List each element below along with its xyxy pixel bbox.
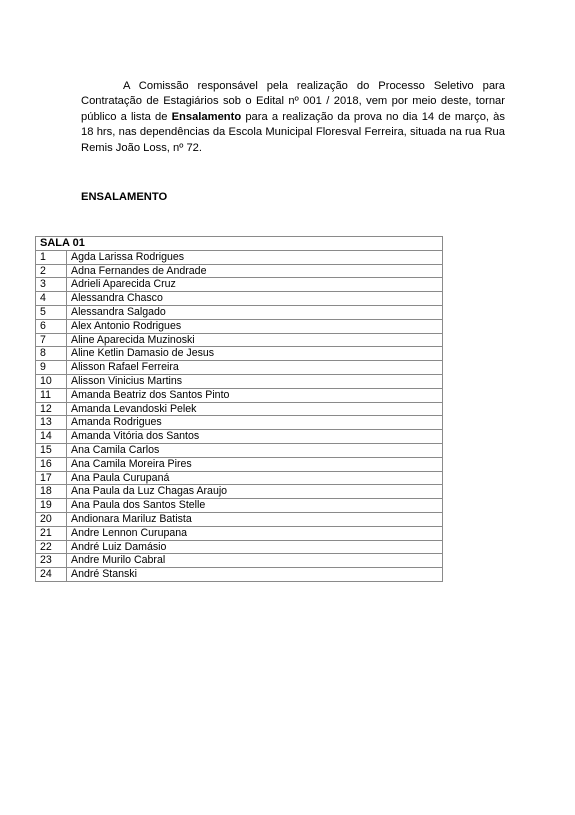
section-heading: ENSALAMENTO [81, 191, 168, 203]
row-number: 6 [36, 319, 67, 333]
candidate-name: Aline Ketlin Damasio de Jesus [67, 347, 443, 361]
candidate-name: Ana Camila Carlos [67, 443, 443, 457]
candidate-name: Amanda Beatriz dos Santos Pinto [67, 388, 443, 402]
table-row [36, 374, 443, 388]
row-number: 20 [36, 512, 67, 526]
row-number: 10 [36, 374, 67, 388]
table-row [36, 540, 443, 554]
candidate-name: Ana Paula Curupaná [67, 471, 443, 485]
candidate-name: Andionara Mariluz Batista [67, 512, 443, 526]
candidate-name: Adna Fernandes de Andrade [67, 264, 443, 278]
candidate-name: Andre Murilo Cabral [67, 554, 443, 568]
candidate-name: André Luiz Damásio [67, 540, 443, 554]
row-number: 16 [36, 457, 67, 471]
table-row [36, 319, 443, 333]
table-row [36, 278, 443, 292]
candidate-name: Amanda Levandoski Pelek [67, 402, 443, 416]
row-number: 4 [36, 292, 67, 306]
candidate-name: André Stanski [67, 568, 443, 582]
table-row [36, 361, 443, 375]
room-table [35, 236, 443, 582]
candidate-name: Agda Larissa Rodrigues [67, 250, 443, 264]
candidate-name: Amanda Rodrigues [67, 416, 443, 430]
table-row [36, 250, 443, 264]
table-row [36, 292, 443, 306]
intro-paragraph [81, 79, 505, 156]
candidate-name: Aline Aparecida Muzinoski [67, 333, 443, 347]
candidate-name: Ana Paula dos Santos Stelle [67, 499, 443, 513]
table-row [36, 485, 443, 499]
row-number: 14 [36, 430, 67, 444]
room-title: SALA 01 [36, 237, 443, 251]
table-row [36, 499, 443, 513]
candidate-name: Alessandra Chasco [67, 292, 443, 306]
row-number: 23 [36, 554, 67, 568]
row-number: 15 [36, 443, 67, 457]
table-row [36, 333, 443, 347]
candidate-name: Ana Camila Moreira Pires [67, 457, 443, 471]
table-row [36, 554, 443, 568]
row-number: 8 [36, 347, 67, 361]
table-row [36, 264, 443, 278]
row-number: 3 [36, 278, 67, 292]
intro-text-end: para a realização da prova no dia 14 de março, às 18 hrs, nas dependências da Escola Municipal Floresval Ferreira, situada na rua Rua Remis João Loss, nº 72. [81, 110, 505, 154]
table-row [36, 471, 443, 485]
candidate-name: Andre Lennon Curupana [67, 526, 443, 540]
row-number: 7 [36, 333, 67, 347]
table-row [36, 388, 443, 402]
row-number: 5 [36, 305, 67, 319]
table-row [36, 347, 443, 361]
room-table-body [36, 250, 443, 581]
table-row [36, 443, 443, 457]
row-number: 17 [36, 471, 67, 485]
row-number: 21 [36, 526, 67, 540]
candidate-name: Adrieli Aparecida Cruz [67, 278, 443, 292]
intro-bold-term: Ensalamento [171, 110, 242, 123]
table-row [36, 457, 443, 471]
candidate-name: Alisson Vinicius Martins [67, 374, 443, 388]
candidate-name: Alessandra Salgado [67, 305, 443, 319]
row-number: 12 [36, 402, 67, 416]
table-row [36, 526, 443, 540]
row-number: 11 [36, 388, 67, 402]
table-row [36, 512, 443, 526]
candidate-name: Ana Paula da Luz Chagas Araujo [67, 485, 443, 499]
candidate-name: Amanda Vitória dos Santos [67, 430, 443, 444]
row-number: 19 [36, 499, 67, 513]
row-number: 13 [36, 416, 67, 430]
intro-text-start: A Comissão responsável pela realização do Processo Seletivo para Contratação de Estagiários sob o Edital nº 001 / 2018, vem por meio deste, tornar público a lista de [81, 80, 505, 123]
table-row [36, 305, 443, 319]
room-header-row [36, 237, 443, 251]
row-number: 2 [36, 264, 67, 278]
table-row [36, 430, 443, 444]
row-number: 24 [36, 568, 67, 582]
candidate-name: Alex Antonio Rodrigues [67, 319, 443, 333]
row-number: 9 [36, 361, 67, 375]
candidate-name: Alisson Rafael Ferreira [67, 361, 443, 375]
row-number: 1 [36, 250, 67, 264]
row-number: 18 [36, 485, 67, 499]
table-row [36, 416, 443, 430]
table-row [36, 568, 443, 582]
row-number: 22 [36, 540, 67, 554]
table-row [36, 402, 443, 416]
